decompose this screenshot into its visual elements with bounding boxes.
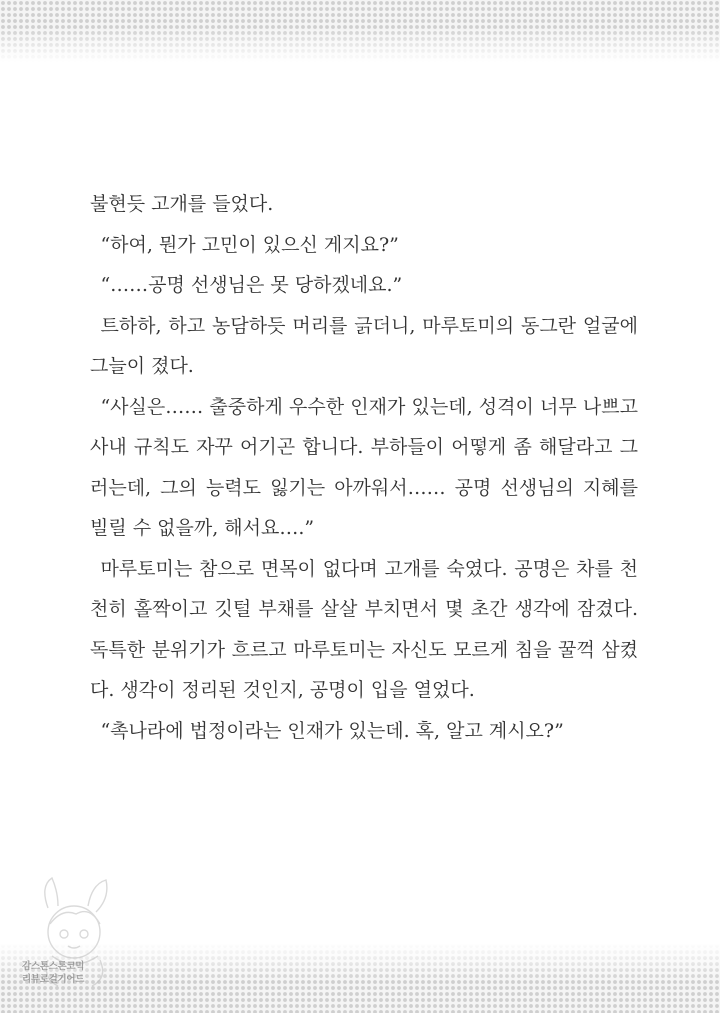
paragraph-4: 트하하, 하고 농담하듯 머리를 긁더니, 마루토미의 동그란 얼굴에 그늘이 졌다. — [90, 314, 638, 377]
paragraph-7: “촉나라에 법정이라는 인재가 있는데. 혹, 알고 계시오?” — [100, 719, 564, 742]
paragraph-1: 불현듯 고개를 들었다. — [90, 193, 274, 215]
paragraph-6: 마루토미는 참으로 면목이 없다며 고개를 숙였다. 공명은 차를 천천히 홀짝이고 깃털 부채를 살살 부치면서 몇 초간 생각에 잠겼다. 독특한 분위기가 흐르고 마루토미는 자신도 모르게 침을 꿀꺽 삼켰다. 생각이 정리된 것인지, 공명이 입을 열었다. — [90, 557, 638, 701]
paragraph-2: “하여, 뭔가 고민이 있으신 게지요?” — [100, 233, 399, 256]
watermark-line-1: 감스톤스톤코믹 — [22, 961, 85, 972]
paragraph-5: “사실은…… 출중하게 우수한 인재가 있는데, 성격이 너무 나쁘고 사내 규칙도 자꾸 어기곤 합니다. 부하들이 어떻게 좀 해달라고 그러는데, 그의 능력도 잃기는 아까워서…… 공명 선생님의 지혜를 빌릴 수 없을까, 해서요….” — [90, 395, 638, 539]
top-dot-border — [0, 0, 720, 62]
watermark-line-2: 리뷰로걸기어드 — [22, 974, 85, 985]
watermark-text — [22, 960, 118, 986]
novel-text-body — [90, 184, 638, 751]
paragraph-3: “……공명 선생님은 못 당하겠네요.” — [100, 274, 403, 296]
mascot-watermark-icon — [18, 868, 128, 1008]
